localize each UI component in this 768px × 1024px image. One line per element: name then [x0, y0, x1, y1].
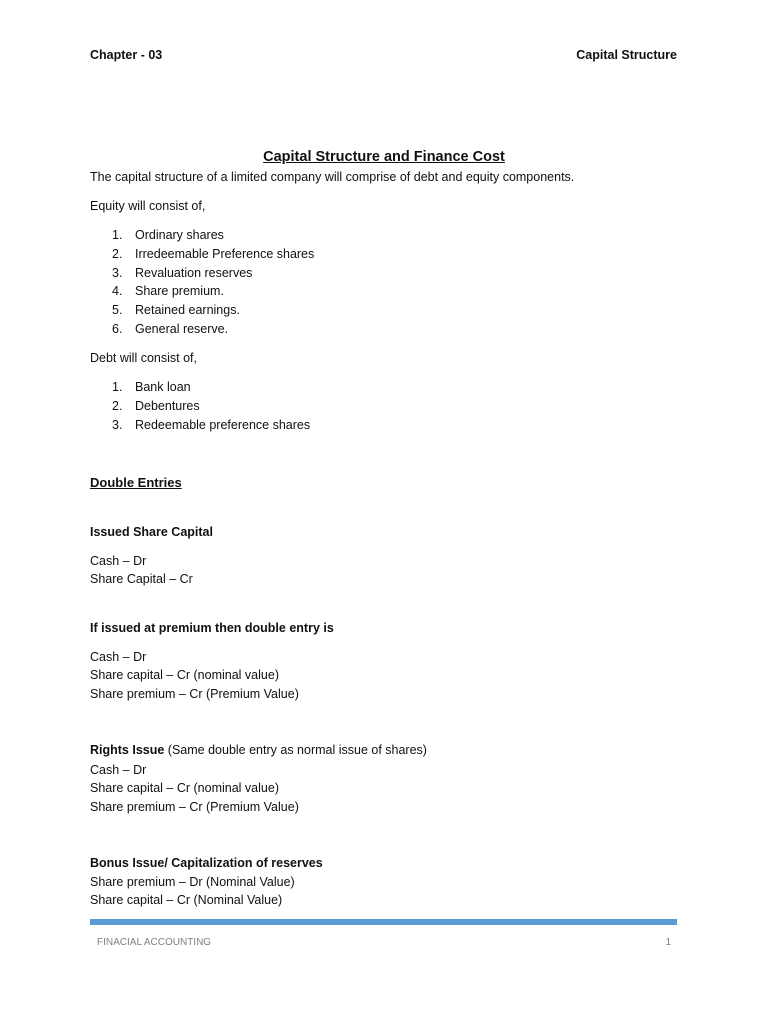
- list-item: [90, 301, 314, 320]
- page-number: 1: [665, 937, 671, 948]
- list-item: [90, 282, 314, 301]
- list-text: Retained earnings.: [135, 303, 240, 318]
- intro-paragraph: The capital structure of a limited company will comprise of debt and equity components.: [90, 170, 575, 184]
- list-text: Redeemable preference shares: [135, 417, 311, 432]
- list-text: General reserve.: [135, 321, 229, 336]
- debt-list: [90, 378, 310, 434]
- list-item: [90, 245, 314, 264]
- page-title: Capital Structure and Finance Cost: [263, 149, 505, 165]
- list-number: 4.: [112, 284, 123, 299]
- equity-lead: Equity will consist of,: [90, 199, 206, 213]
- entry-line: Cash – Dr: [90, 763, 147, 777]
- list-text: Revaluation reserves: [135, 265, 253, 280]
- rights-issue-note: (Same double entry as normal issue of shares): [164, 743, 427, 757]
- entry-line: Cash – Dr: [90, 650, 147, 664]
- double-entries-heading: Double Entries: [90, 475, 182, 490]
- list-item: [90, 226, 314, 245]
- list-item: [90, 378, 310, 397]
- list-number: 3.: [112, 417, 123, 432]
- list-item: [90, 320, 314, 339]
- entry-line: Share Capital – Cr: [90, 572, 193, 586]
- list-item: [90, 397, 310, 416]
- equity-list: [90, 226, 314, 339]
- list-number: 1.: [112, 228, 123, 242]
- footer-rule: [90, 919, 677, 925]
- list-text: Share premium.: [135, 284, 224, 299]
- list-number: 1.: [112, 380, 123, 394]
- list-text: Ordinary shares: [135, 228, 224, 242]
- rights-issue-heading: [90, 741, 427, 760]
- list-item: [90, 416, 310, 435]
- entry-line: Share premium – Dr (Nominal Value): [90, 875, 295, 889]
- entry-line: Share premium – Cr (Premium Value): [90, 687, 299, 701]
- debt-lead: Debt will consist of,: [90, 351, 197, 365]
- entry-line: Share capital – Cr (nominal value): [90, 781, 279, 795]
- entry-line: Share capital – Cr (Nominal Value): [90, 893, 283, 907]
- entry-line: Share capital – Cr (nominal value): [90, 668, 279, 682]
- premium-heading: If issued at premium then double entry is: [90, 621, 334, 635]
- header-chapter: Chapter - 03: [90, 48, 163, 62]
- list-number: 5.: [112, 303, 123, 318]
- rights-issue-title: Rights Issue: [90, 743, 165, 757]
- issued-capital-heading: Issued Share Capital: [90, 525, 213, 539]
- list-item: [90, 264, 314, 283]
- footer-label: FINACIAL ACCOUNTING: [97, 937, 212, 948]
- list-number: 2.: [112, 398, 123, 413]
- header-section: Capital Structure: [576, 48, 677, 62]
- list-number: 6.: [112, 321, 123, 336]
- list-text: Debentures: [135, 398, 200, 413]
- list-text: Bank loan: [135, 380, 191, 394]
- list-number: 2.: [112, 246, 123, 261]
- entry-line: Share premium – Cr (Premium Value): [90, 800, 299, 814]
- bonus-issue-heading: Bonus Issue/ Capitalization of reserves: [90, 856, 323, 870]
- entry-line: Cash – Dr: [90, 554, 147, 568]
- list-number: 3.: [112, 265, 123, 280]
- list-text: Irredeemable Preference shares: [135, 246, 315, 261]
